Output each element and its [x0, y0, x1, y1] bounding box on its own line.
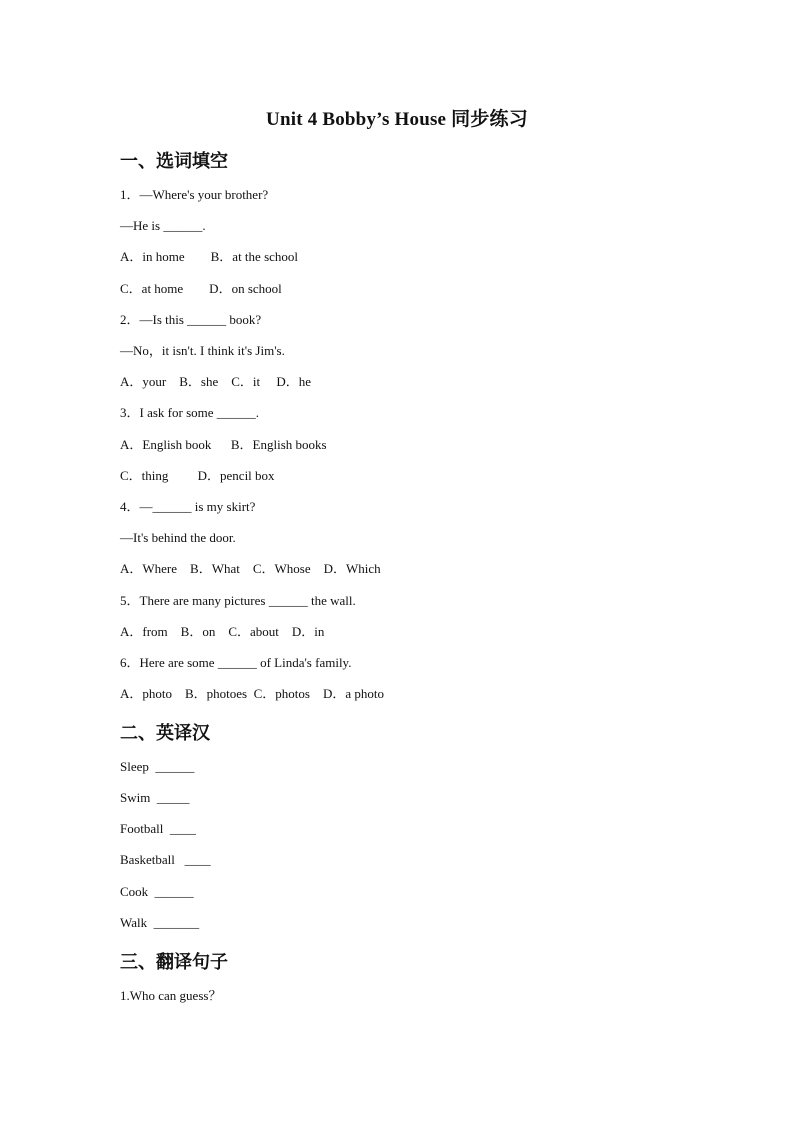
question-4-options: A．Where B．What C．Whose D．Which: [120, 561, 381, 576]
question-2-answer-line: —No，it isn't. I think it's Jim's.: [120, 343, 285, 358]
section-heading-translate: 三、翻译句子: [120, 952, 228, 973]
question-6-stem: 6．Here are some ______ of Linda's family.: [120, 655, 352, 670]
vocab-item: Walk _______: [120, 915, 200, 930]
vocab-item: Basketball ____: [120, 852, 211, 867]
question-5-stem: 5．There are many pictures ______ the wall.: [120, 593, 356, 608]
question-1-answer-line: —He is ______.: [120, 218, 206, 233]
translate-item: 1.Who can guess？: [120, 988, 222, 1003]
section-heading-en-to-zh: 二、英译汉: [120, 723, 210, 744]
question-2-options: A．your B．she C．it D．he: [120, 374, 312, 389]
page-title: Unit 4 Bobby’s House 同步练习: [266, 109, 528, 130]
question-5-options: A．from B．on C．about D．in: [120, 624, 325, 639]
vocab-item: Football ____: [120, 821, 196, 836]
question-4-answer-line: —It's behind the door.: [120, 530, 236, 545]
vocab-item: Cook ______: [120, 884, 194, 899]
question-1-stem: 1．—Where's your brother?: [120, 187, 269, 202]
question-6-options: A．photo B．photoes C．photos D．a photo: [120, 686, 384, 701]
question-1-options-cd: C．at home D．on school: [120, 281, 282, 296]
question-3-options-cd: C．thing D．pencil box: [120, 468, 275, 483]
vocab-item: Sleep ______: [120, 759, 195, 774]
question-1-options-ab: A．in home B．at the school: [120, 249, 299, 264]
question-3-options-ab: A．English book B．English books: [120, 437, 327, 452]
question-3-stem: 3．I ask for some ______.: [120, 405, 260, 420]
section-heading-fill-blank: 一、选词填空: [120, 151, 228, 172]
question-4-stem: 4．—______ is my skirt?: [120, 499, 256, 514]
question-2-stem: 2．—Is this ______ book?: [120, 312, 262, 327]
vocab-item: Swim _____: [120, 790, 190, 805]
